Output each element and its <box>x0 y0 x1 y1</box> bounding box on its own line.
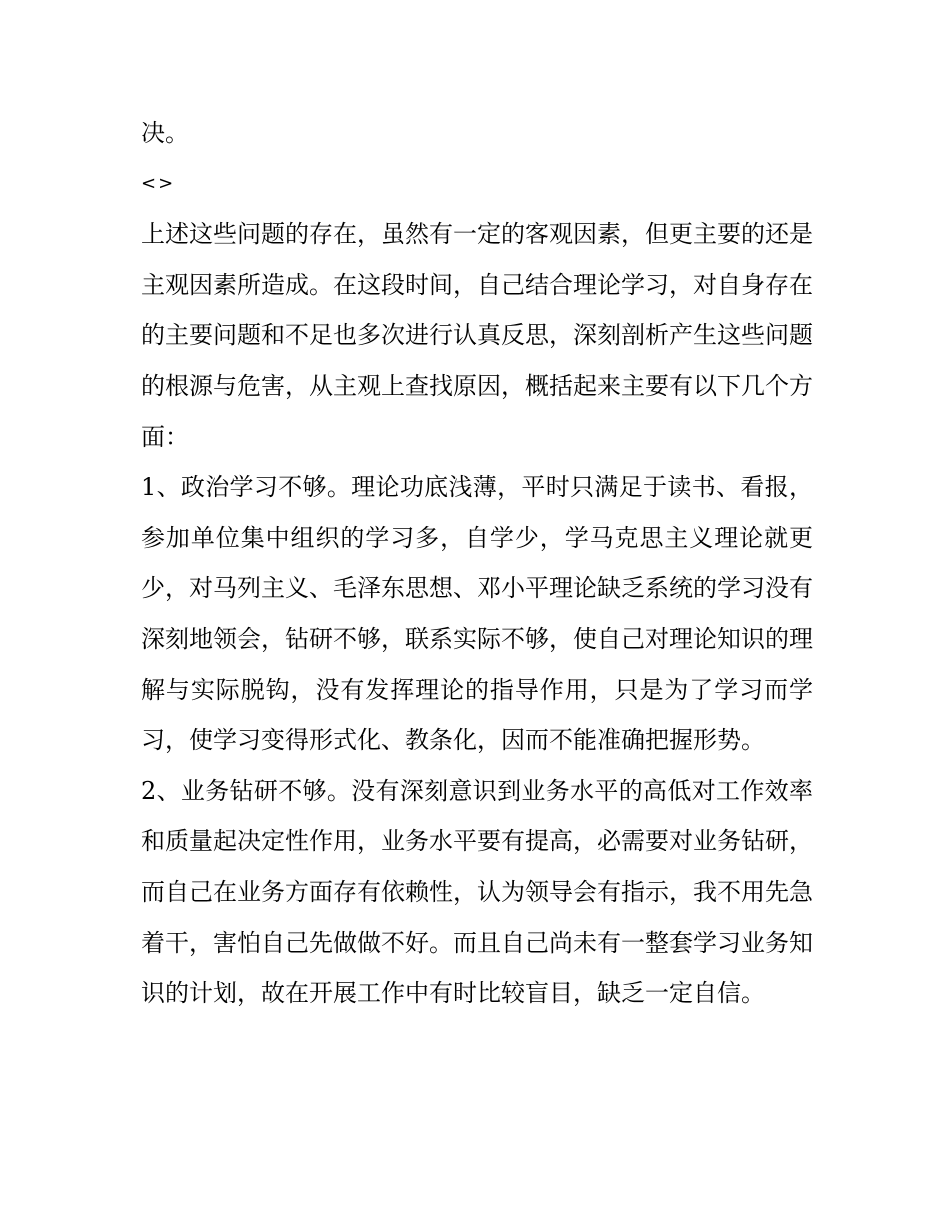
paragraph-fragment: 决。 <box>141 119 189 147</box>
placeholder-marker: <> <box>141 172 176 194</box>
document-body <box>141 108 813 1019</box>
paragraph-business-study: 2、业务钻研不够。没有深刻意识到业务水平的高低对工作效率和质量起决定性作用，业务水平要有提高，必需要对业务钻研，而自己在业务方面存有依赖性，认为领导会有指示，我不用先急着干，害怕自己先做做不好。而且自己尚未有一整套学习业务知识的计划，故在开展工作中有时比较盲目，缺乏一定自信。 <box>141 776 813 1008</box>
paragraph-causes-intro: 上述这些问题的存在，虽然有一定的客观因素，但更主要的还是主观因素所造成。在这段时间，自己结合理论学习，对自身存在的主要问题和不足也多次进行认真反思，深刻剖析产生这些问题的根源与危害，从主观上查找原因，概括起来主要有以下几个方面： <box>141 220 813 451</box>
paragraph-political-study: 1、政治学习不够。理论功底浅薄，平时只满足于读书、看报，参加单位集中组织的学习多，自学少，学马克思主义理论就更少，对马列主义、毛泽东思想、邓小平理论缺乏系统的学习没有深刻地领会，钻研不够，联系实际不够，使自己对理论知识的理解与实际脱钩，没有发挥理论的指导作用，只是为了学习而学习，使学习变得形式化、教条化，因而不能准确把握形势。 <box>141 473 813 755</box>
